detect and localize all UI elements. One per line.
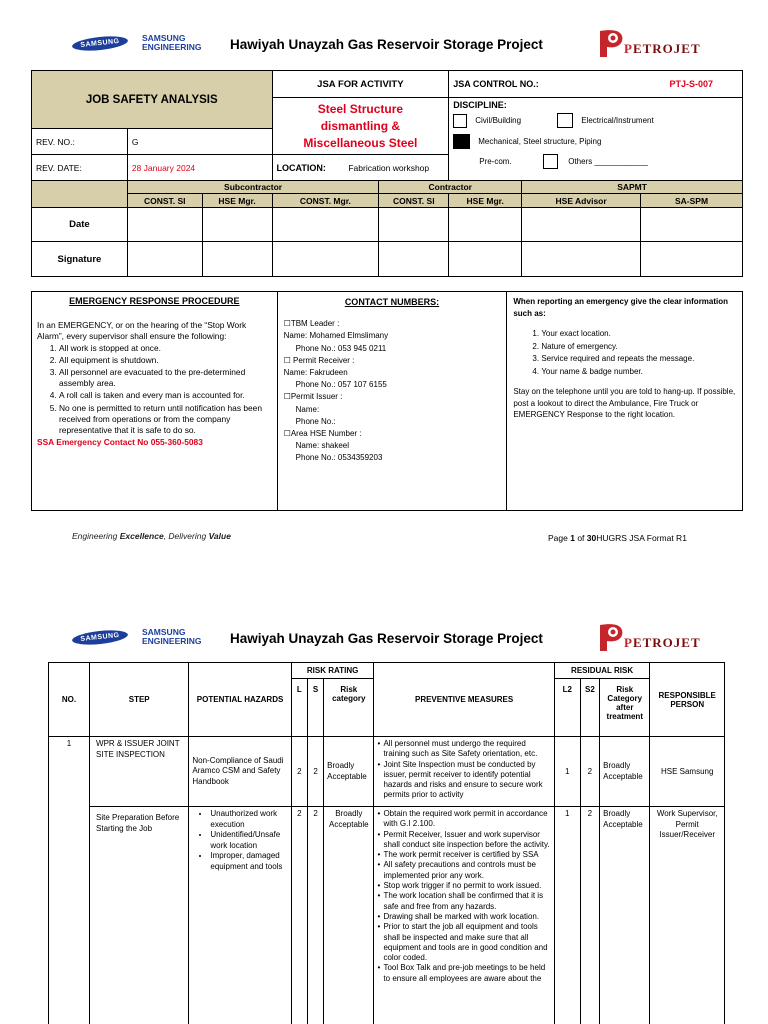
jsa-header-table bbox=[31, 70, 743, 277]
petrojet-wordmark bbox=[624, 635, 701, 651]
col-no: NO. bbox=[49, 663, 90, 737]
preventive-measures bbox=[374, 807, 554, 1024]
role-header: HSE Mgr. bbox=[449, 194, 522, 208]
risk-after: Broadly Acceptable bbox=[600, 737, 650, 807]
measure-item: • Drawing shall be marked with work location. bbox=[377, 912, 550, 922]
issuer-phone: Phone No.: bbox=[295, 416, 336, 426]
measure-item: • Prior to start the job all equipment and tools shall be inspected and make sure that all equipment and tools are in good condition and color coded. bbox=[377, 922, 550, 963]
erp-intro: In an EMERGENCY, or on the hearing of the “Stop Work Alarm”, every supervisor shall ensure the following: bbox=[37, 320, 247, 342]
petrojet-logo bbox=[596, 27, 701, 59]
tbm-label: ☐TBM Leader : bbox=[283, 319, 340, 329]
signature-cell[interactable] bbox=[202, 242, 272, 277]
report-items-list bbox=[513, 328, 736, 377]
mechanical-checkbox[interactable] bbox=[453, 134, 470, 149]
ssa-emergency-contact: SSA Emergency Contact No 055-360-5083 bbox=[37, 437, 203, 448]
report-title: When reporting an emergency give the clear information such as: bbox=[513, 297, 729, 318]
emergency-table bbox=[31, 291, 743, 511]
measure-item: • All personnel must undergo the required training such as Site Safety orientation, etc. bbox=[377, 739, 550, 760]
area-name: Name: shakeel bbox=[295, 441, 350, 451]
date-cell[interactable] bbox=[522, 208, 641, 242]
receiver-phone: Phone No.: 057 107 6155 bbox=[295, 380, 387, 390]
hazard-item: • Unidentified/Unsafe work location bbox=[210, 830, 287, 851]
others-checkbox[interactable] bbox=[543, 154, 558, 169]
residual-l2: 1 bbox=[554, 737, 580, 807]
measure-item: • Obtain the required work permit in accordance with G.I 2.100. bbox=[377, 809, 550, 830]
col-l2: L2 bbox=[554, 679, 580, 737]
date-cell[interactable] bbox=[379, 208, 449, 242]
hazard-item: • Improper, damaged equipment and tools bbox=[210, 851, 287, 872]
signature-cell[interactable] bbox=[641, 242, 743, 277]
col-step: STEP bbox=[90, 663, 189, 737]
signature-cell[interactable] bbox=[379, 242, 449, 277]
role-header: HSE Mgr. bbox=[202, 194, 272, 208]
report-note: Stay on the telephone until you are told to hang-up. If possible, post a lookout to direct the Ambulance, Fire Truck or EMERGENCY Response to the right location. bbox=[513, 387, 736, 419]
petrojet-mark-icon bbox=[596, 621, 626, 653]
measure-item: • Joint Site Inspection must be conducted by issuer, permit receiver to identify potential hazards and risks and ensure to secure work permits prior to activity bbox=[377, 760, 550, 801]
reporting-cell bbox=[507, 292, 743, 511]
samsung-engineering-logo bbox=[72, 628, 202, 646]
jsa-for-activity: JSA FOR ACTIVITY bbox=[272, 71, 449, 98]
samsung-engineering-text bbox=[142, 628, 202, 646]
row-signature-label: Signature bbox=[32, 242, 128, 277]
petrojet-rest: ETROJET bbox=[632, 41, 701, 56]
erp-step: 1. All work is stopped at once. bbox=[59, 343, 272, 354]
step-name: Site Preparation Before Starting the Job bbox=[90, 807, 189, 1024]
group-subcontractor: Subcontractor bbox=[127, 181, 379, 194]
responsible: HSE Samsung bbox=[650, 737, 725, 807]
footer-tagline bbox=[72, 531, 231, 541]
col-hazards: POTENTIAL HAZARDS bbox=[189, 663, 291, 737]
risk-l: 2 bbox=[291, 807, 307, 1024]
responsible: Work Supervisor, Permit Issuer/Receiver bbox=[650, 807, 725, 1024]
preventive-measures bbox=[374, 737, 554, 807]
emergency-procedure-cell bbox=[32, 292, 278, 511]
petrojet-wordmark bbox=[624, 41, 701, 57]
erp-step: 5. No one is permitted to return until notification has been received from operations or from the company representative that it is safe to do so. bbox=[59, 403, 272, 437]
signature-cell[interactable] bbox=[522, 242, 641, 277]
issuer-name: Name: bbox=[295, 404, 320, 414]
col-residual-risk: RESIDUAL RISK bbox=[554, 663, 650, 679]
measure-item: • Tool Box Talk and pre-job meetings to be held to ensure all employees are aware about the bbox=[377, 963, 550, 984]
sign-corner-cell bbox=[32, 181, 128, 208]
report-item: 4. Your name & badge number. bbox=[541, 366, 736, 378]
jsa-steps-table bbox=[48, 662, 725, 1024]
signature-cell[interactable] bbox=[272, 242, 379, 277]
project-title: Hawiyah Unayzah Gas Reservoir Storage Project bbox=[230, 631, 543, 646]
date-cell[interactable] bbox=[272, 208, 379, 242]
group-contractor: Contractor bbox=[379, 181, 522, 194]
date-cell[interactable] bbox=[641, 208, 743, 242]
mechanical-label: Mechanical, Steel structure, Piping bbox=[478, 137, 602, 146]
tagline-value: Value bbox=[208, 531, 231, 541]
residual-l2: 1 bbox=[554, 807, 580, 1024]
hazards-list bbox=[192, 809, 287, 872]
col-l: L bbox=[291, 679, 307, 737]
electrical-checkbox[interactable] bbox=[557, 113, 573, 128]
col-preventive-measures: PREVENTIVE MEASURES bbox=[374, 663, 554, 737]
samsung-eng-line2: ENGINEERING bbox=[142, 636, 202, 646]
erp-step: 2. All equipment is shutdown. bbox=[59, 355, 272, 366]
role-header: CONST. SI bbox=[127, 194, 202, 208]
rev-no-label: REV. NO.: bbox=[32, 129, 128, 155]
erp-title: EMERGENCY RESPONSE PROCEDURE bbox=[69, 296, 240, 306]
control-no-label: JSA CONTROL NO.: bbox=[449, 71, 641, 98]
civil-checkbox[interactable] bbox=[453, 114, 467, 128]
page-part: Page bbox=[548, 533, 571, 543]
samsung-logo: SAMSUNG bbox=[71, 628, 128, 647]
risk-l: 2 bbox=[291, 737, 307, 807]
discipline-cell bbox=[449, 98, 743, 181]
erp-steps-list bbox=[37, 343, 272, 437]
tbm-name: Name: Mohamed Elmslimany bbox=[283, 331, 389, 341]
role-header: CONST. Mgr. bbox=[272, 194, 379, 208]
petrojet-first-letter: P bbox=[624, 41, 633, 56]
tbm-phone: Phone No.: 053 945 0211 bbox=[295, 343, 387, 353]
measure-item: • Stop work trigger if no permit to work issued. bbox=[377, 881, 550, 891]
area-label: ☐Area HSE Number : bbox=[283, 429, 362, 439]
col-s: S bbox=[307, 679, 323, 737]
measure-item: • The work location shall be confirmed that it is safe and free from any hazards. bbox=[377, 891, 550, 912]
rev-date-value: 28 January 2024 bbox=[127, 155, 272, 181]
erp-step: 4. A roll call is taken and every man is accounted for. bbox=[59, 390, 272, 401]
precom-label: Pre-com. bbox=[479, 157, 512, 166]
residual-s2: 2 bbox=[580, 737, 599, 807]
row-date-label: Date bbox=[32, 208, 128, 242]
page-current: 1 bbox=[570, 533, 575, 543]
rev-date-label: REV. DATE: bbox=[32, 155, 128, 181]
report-item: 1. Your exact location. bbox=[541, 328, 736, 340]
samsung-eng-line2: ENGINEERING bbox=[142, 42, 202, 52]
issuer-label: ☐Permit Issuer : bbox=[283, 392, 343, 402]
date-cell[interactable] bbox=[202, 208, 272, 242]
erp-step: 3. All personnel are evacuated to the pre-determined assembly area. bbox=[59, 367, 272, 389]
petrojet-mark-icon bbox=[596, 27, 626, 59]
group-sapmt: SAPMT bbox=[522, 181, 743, 194]
samsung-engineering-text bbox=[142, 34, 202, 52]
report-item: 3. Service required and repeats the message. bbox=[541, 353, 736, 365]
page-part: of bbox=[574, 533, 587, 543]
hazard-item: • Unauthorized work execution bbox=[210, 809, 287, 830]
samsung-logo: SAMSUNG bbox=[71, 34, 128, 53]
page-total: 30 bbox=[586, 533, 597, 543]
area-phone: Phone No.: 0534359203 bbox=[295, 453, 383, 463]
receiver-label: ☐ Permit Receiver : bbox=[283, 355, 355, 365]
risk-s: 2 bbox=[307, 737, 323, 807]
tagline-part: Engineering bbox=[72, 531, 120, 541]
risk-s: 2 bbox=[307, 807, 323, 1024]
samsung-eng-line1: SAMSUNG bbox=[142, 33, 186, 43]
step-name: WPR & ISSUER JOINT SITE INSPECTION bbox=[90, 737, 189, 807]
hazard: Non-Compliance of Saudi Aramco CSM and Safety Handbook bbox=[189, 737, 291, 807]
risk-category: Broadly Acceptable bbox=[324, 737, 374, 807]
project-title: Hawiyah Unayzah Gas Reservoir Storage Project bbox=[230, 37, 543, 52]
signature-cell[interactable] bbox=[127, 242, 202, 277]
others-label: Others ____________ bbox=[568, 157, 648, 166]
location-value: Fabrication workshop bbox=[348, 162, 430, 173]
step-no: 1 bbox=[49, 737, 90, 1024]
petrojet-rest: ETROJET bbox=[632, 635, 701, 650]
signature-cell[interactable] bbox=[449, 242, 522, 277]
role-header: HSE Advisor bbox=[522, 194, 641, 208]
location-cell bbox=[272, 155, 449, 181]
measure-item: • Permit Receiver, Issuer and work supervisor shall conduct site inspection before the activity. bbox=[377, 830, 550, 851]
col-risk-category: Risk category bbox=[324, 679, 374, 737]
contact-numbers-cell bbox=[277, 292, 507, 511]
discipline-label: DISCIPLINE: bbox=[453, 100, 507, 110]
tagline-part: , Delivering bbox=[163, 531, 209, 541]
col-risk-rating: RISK RATING bbox=[291, 663, 374, 679]
role-header: SA-SPM bbox=[641, 194, 743, 208]
civil-label: Civil/Building bbox=[475, 116, 522, 125]
risk-category: Broadly Acceptable bbox=[324, 807, 374, 1024]
contact-title: CONTACT NUMBERS: bbox=[344, 297, 440, 307]
report-item: 2. Nature of emergency. bbox=[541, 341, 736, 353]
petrojet-logo bbox=[596, 621, 701, 653]
date-cell[interactable] bbox=[127, 208, 202, 242]
receiver-name: Name: Fakrudeen bbox=[283, 368, 348, 378]
activity-name: Steel Structure dismantling & Miscellaneous Steel bbox=[272, 98, 449, 155]
col-risk-after: Risk Category after treatment bbox=[600, 679, 650, 737]
measure-item: • The work permit receiver is certified by SSA bbox=[377, 850, 550, 860]
location-label: LOCATION: bbox=[276, 162, 326, 173]
footer-page-number bbox=[548, 533, 687, 543]
col-responsible: RESPONSIBLE PERSON bbox=[650, 663, 725, 737]
rev-no-value: G bbox=[127, 129, 272, 155]
tagline-excellence: Excellence bbox=[119, 531, 164, 541]
risk-after: Broadly Acceptable bbox=[600, 807, 650, 1024]
control-no-value: PTJ-S-007 bbox=[641, 71, 743, 98]
col-s2: S2 bbox=[580, 679, 599, 737]
role-header: CONST. SI bbox=[379, 194, 449, 208]
residual-s2: 2 bbox=[580, 807, 599, 1024]
petrojet-first-letter: P bbox=[624, 635, 633, 650]
electrical-label: Electrical/Instrument bbox=[581, 116, 654, 125]
samsung-engineering-logo bbox=[72, 34, 202, 52]
date-cell[interactable] bbox=[449, 208, 522, 242]
jsa-title: JOB SAFETY ANALYSIS bbox=[32, 71, 273, 129]
measure-item: • All safety precautions and controls must be implemented prior any work. bbox=[377, 860, 550, 881]
hazards-list-cell bbox=[189, 807, 291, 1024]
samsung-eng-line1: SAMSUNG bbox=[142, 627, 186, 637]
format-code: HUGRS JSA Format R1 bbox=[596, 533, 687, 543]
